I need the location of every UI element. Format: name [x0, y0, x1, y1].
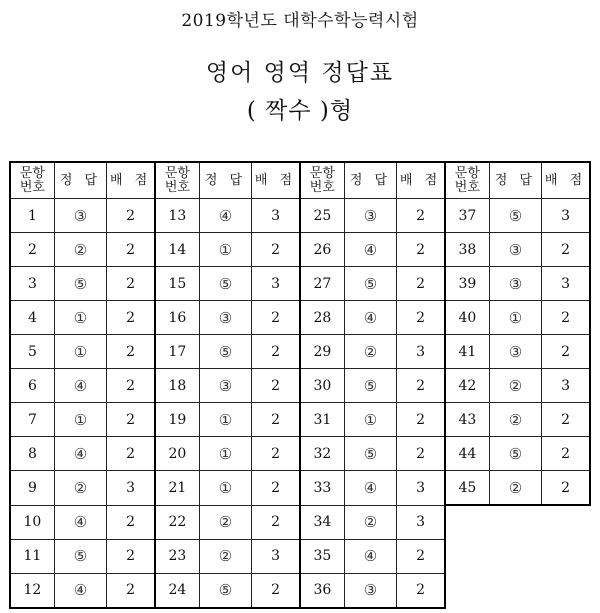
- points-value: 2: [107, 335, 155, 369]
- points-value: 2: [397, 199, 445, 233]
- answer-choice: ②: [344, 505, 396, 539]
- answer-choice: ⑤: [344, 369, 396, 403]
- points-value: 3: [542, 199, 590, 233]
- question-number: 32: [300, 437, 344, 471]
- empty-cell: [489, 573, 541, 608]
- answer-choice: ③: [199, 369, 251, 403]
- header-answer: 정 답: [344, 162, 396, 199]
- points-value: 2: [252, 403, 300, 437]
- answer-choice: ③: [344, 573, 396, 608]
- answer-choice: ③: [489, 267, 541, 301]
- question-number: 20: [155, 437, 199, 471]
- question-number: 10: [10, 505, 54, 539]
- points-value: 2: [107, 437, 155, 471]
- points-value: 2: [542, 437, 590, 471]
- empty-cell: [542, 505, 590, 539]
- table-row: [10, 471, 590, 506]
- answer-choice: ①: [54, 335, 106, 369]
- points-value: 2: [107, 267, 155, 301]
- question-number: 35: [300, 539, 344, 573]
- question-number: 14: [155, 233, 199, 267]
- header-answer: 정 답: [54, 162, 106, 199]
- exam-type-label: ( 짝수 )형: [246, 98, 354, 124]
- question-number: 1: [10, 199, 54, 233]
- points-value: 2: [397, 267, 445, 301]
- points-value: 2: [252, 233, 300, 267]
- question-number: 21: [155, 471, 199, 506]
- header-answer: 정 답: [199, 162, 251, 199]
- answer-choice: ②: [489, 471, 541, 506]
- points-value: 3: [542, 267, 590, 301]
- answer-table-body: [10, 199, 590, 608]
- answer-choice: ②: [199, 505, 251, 539]
- answer-choice: ④: [344, 301, 396, 335]
- question-number: 19: [155, 403, 199, 437]
- header-points: 배 점: [252, 162, 300, 199]
- answer-choice: ①: [54, 301, 106, 335]
- points-value: 2: [252, 301, 300, 335]
- question-number: 23: [155, 539, 199, 573]
- points-value: 2: [107, 573, 155, 608]
- points-value: 2: [397, 573, 445, 608]
- points-value: 2: [397, 403, 445, 437]
- empty-cell: [542, 573, 590, 608]
- points-value: 2: [542, 335, 590, 369]
- empty-cell: [489, 505, 541, 539]
- table-row: [10, 233, 590, 267]
- empty-cell: [542, 539, 590, 573]
- answer-key-table: [9, 161, 591, 609]
- points-value: 2: [252, 573, 300, 608]
- answer-sheet-title: 영어 영역 정답표: [205, 60, 395, 86]
- header-points: 배 점: [542, 162, 590, 199]
- answer-choice: ③: [344, 199, 396, 233]
- answer-choice: ⑤: [489, 199, 541, 233]
- table-row: [10, 267, 590, 301]
- header-question-number: 문항 번호: [10, 162, 54, 199]
- question-number: 7: [10, 403, 54, 437]
- answer-choice: ①: [199, 471, 251, 506]
- answer-choice: ③: [199, 301, 251, 335]
- points-value: 2: [107, 233, 155, 267]
- question-number: 34: [300, 505, 344, 539]
- answer-choice: ⑤: [199, 267, 251, 301]
- table-row: [10, 573, 590, 608]
- table-row: [10, 335, 590, 369]
- points-value: 3: [397, 335, 445, 369]
- question-number: 42: [445, 369, 489, 403]
- header-answer: 정 답: [489, 162, 541, 199]
- question-number: 11: [10, 539, 54, 573]
- question-number: 31: [300, 403, 344, 437]
- question-number: 43: [445, 403, 489, 437]
- answer-choice: ①: [489, 301, 541, 335]
- points-value: 2: [397, 233, 445, 267]
- question-number: 44: [445, 437, 489, 471]
- question-number: 41: [445, 335, 489, 369]
- answer-choice: ⑤: [344, 437, 396, 471]
- question-number: 33: [300, 471, 344, 506]
- points-value: 2: [107, 199, 155, 233]
- empty-cell: [445, 573, 489, 608]
- points-value: 3: [397, 471, 445, 506]
- answer-choice: ②: [54, 233, 106, 267]
- answer-choice: ②: [199, 539, 251, 573]
- question-number: 25: [300, 199, 344, 233]
- question-number: 13: [155, 199, 199, 233]
- answer-choice: ④: [344, 471, 396, 506]
- question-number: 12: [10, 573, 54, 608]
- empty-cell: [489, 539, 541, 573]
- question-number: 2: [10, 233, 54, 267]
- header-question-number: 문항 번호: [155, 162, 199, 199]
- answer-choice: ③: [54, 199, 106, 233]
- answer-choice: ③: [489, 335, 541, 369]
- question-number: 40: [445, 301, 489, 335]
- question-number: 29: [300, 335, 344, 369]
- points-value: 2: [397, 437, 445, 471]
- points-value: 2: [397, 539, 445, 573]
- points-value: 2: [397, 369, 445, 403]
- question-number: 9: [10, 471, 54, 506]
- question-number: 5: [10, 335, 54, 369]
- points-value: 2: [107, 505, 155, 539]
- question-number: 30: [300, 369, 344, 403]
- table-header-row: [10, 162, 590, 199]
- points-value: 3: [252, 199, 300, 233]
- question-number: 38: [445, 233, 489, 267]
- points-value: 3: [107, 471, 155, 506]
- points-value: 3: [252, 267, 300, 301]
- empty-cell: [445, 505, 489, 539]
- question-number: 18: [155, 369, 199, 403]
- points-value: 2: [542, 403, 590, 437]
- points-value: 2: [107, 301, 155, 335]
- question-number: 4: [10, 301, 54, 335]
- question-number: 3: [10, 267, 54, 301]
- question-number: 8: [10, 437, 54, 471]
- question-number: 39: [445, 267, 489, 301]
- table-row: [10, 301, 590, 335]
- question-number: 45: [445, 471, 489, 506]
- question-number: 16: [155, 301, 199, 335]
- points-value: 2: [542, 471, 590, 506]
- answer-choice: ⑤: [54, 539, 106, 573]
- question-number: 28: [300, 301, 344, 335]
- answer-choice: ②: [54, 471, 106, 506]
- exam-title: 2019학년도 대학수학능력시험: [181, 11, 419, 31]
- empty-cell: [445, 539, 489, 573]
- answer-choice: ⑤: [199, 335, 251, 369]
- points-value: 2: [252, 505, 300, 539]
- points-value: 2: [252, 471, 300, 506]
- question-number: 6: [10, 369, 54, 403]
- header-points: 배 점: [107, 162, 155, 199]
- points-value: 2: [252, 369, 300, 403]
- answer-choice: ①: [344, 403, 396, 437]
- table-row: [10, 539, 590, 573]
- answer-choice: ⑤: [489, 437, 541, 471]
- points-value: 2: [107, 403, 155, 437]
- answer-choice: ①: [199, 403, 251, 437]
- answer-choice: ①: [199, 437, 251, 471]
- points-value: 3: [397, 505, 445, 539]
- points-value: 2: [542, 233, 590, 267]
- answer-choice: ②: [489, 369, 541, 403]
- answer-choice: ①: [54, 403, 106, 437]
- points-value: 2: [397, 301, 445, 335]
- table-row: [10, 403, 590, 437]
- points-value: 2: [252, 335, 300, 369]
- header-question-number: 문항 번호: [300, 162, 344, 199]
- answer-choice: ⑤: [54, 267, 106, 301]
- answer-choice: ④: [344, 233, 396, 267]
- answer-choice: ⑤: [344, 267, 396, 301]
- points-value: 2: [542, 301, 590, 335]
- answer-choice: ③: [489, 233, 541, 267]
- answer-choice: ⑤: [199, 573, 251, 608]
- answer-choice: ②: [489, 403, 541, 437]
- answer-choice: ①: [199, 233, 251, 267]
- table-row: [10, 199, 590, 233]
- table-row: [10, 437, 590, 471]
- question-number: 17: [155, 335, 199, 369]
- question-number: 22: [155, 505, 199, 539]
- points-value: 2: [252, 437, 300, 471]
- question-number: 24: [155, 573, 199, 608]
- answer-choice: ②: [344, 335, 396, 369]
- header-points: 배 점: [397, 162, 445, 199]
- question-number: 15: [155, 267, 199, 301]
- points-value: 2: [107, 539, 155, 573]
- table-row: [10, 505, 590, 539]
- answer-choice: ④: [199, 199, 251, 233]
- answer-choice: ④: [54, 505, 106, 539]
- points-value: 2: [107, 369, 155, 403]
- question-number: 36: [300, 573, 344, 608]
- question-number: 26: [300, 233, 344, 267]
- answer-choice: ④: [54, 573, 106, 608]
- question-number: 27: [300, 267, 344, 301]
- answer-choice: ④: [54, 369, 106, 403]
- header-question-number: 문항 번호: [445, 162, 489, 199]
- points-value: 3: [542, 369, 590, 403]
- question-number: 37: [445, 199, 489, 233]
- table-row: [10, 369, 590, 403]
- answer-choice: ④: [54, 437, 106, 471]
- points-value: 3: [252, 539, 300, 573]
- answer-choice: ④: [344, 539, 396, 573]
